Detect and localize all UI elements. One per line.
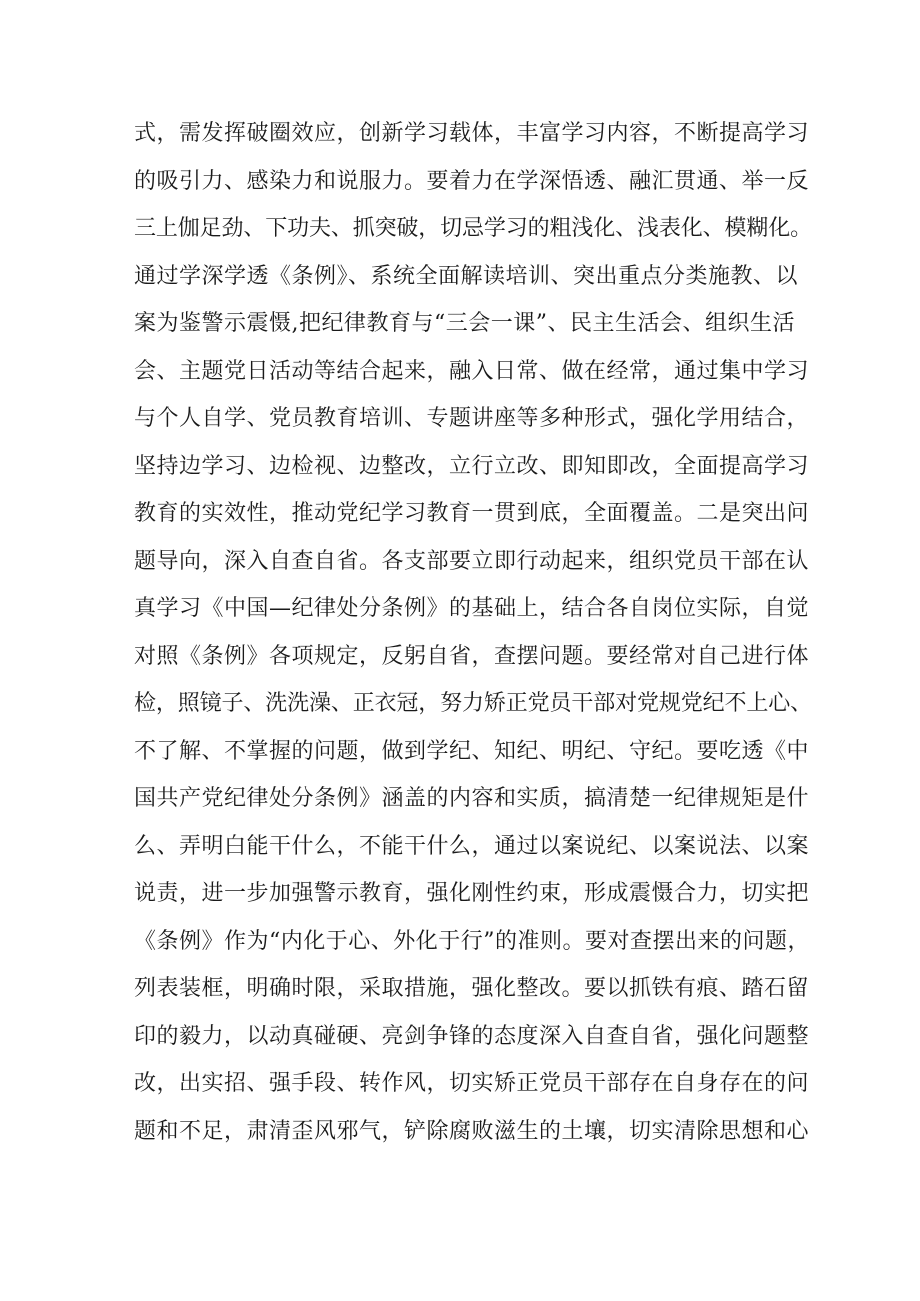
text-line: 对照《条例》各项规定，反躬自省，查摆问题。要经常对自己进行体 <box>134 643 810 669</box>
text-line: 检，照镜子、洗洗澡、正衣冠，努力矫正党员干部对党规党纪不上心、 <box>134 691 812 716</box>
text-line: 不了解、不掌握的问题，做到学纪、知纪、明纪、守纪。要吃透《中 <box>134 738 810 764</box>
text-line: 列表装框，明确时限，采取措施，强化整改。要以抓铁有痕、踏石留 <box>134 976 810 1001</box>
text-line: 题导向，深入自查自省。各支部要立即行动起来，组织党员干部在认 <box>134 548 810 574</box>
text-line: 案为鉴警示震慑,把纪律教育与“三会一课”、民主生活会、组织生活 <box>134 311 795 336</box>
text-line: 会、主题党日活动等结合起来，融入日常、做在经常，通过集中学习 <box>134 358 810 384</box>
body-paragraph <box>134 110 814 1155</box>
text-line: 式，需发挥破圈效应，创新学习载体，丰富学习内容，不断提高学习 <box>134 121 810 146</box>
text-line: 说责，进一步加强警示教育，强化刚性约束，形成震慑合力，切实把 <box>134 881 810 906</box>
text-line: 与个人自学、党员教育培训、专题讲座等多种形式，强化学用结合， <box>134 406 810 431</box>
text-line: 改，出实招、强手段、转作风，切实矫正党员干部存在自身存在的问 <box>134 1071 810 1096</box>
text-line: 么、弄明白能干什么，不能干什么，通过以案说纪、以案说法、以案 <box>134 833 810 859</box>
text-line: 通过学深学透《条例》、系统全面解读培训、突出重点分类施教、以 <box>134 263 799 289</box>
text-line: 的吸引力、感染力和说服力。要着力在学深悟透、融汇贯通、举一反 <box>134 168 810 194</box>
text-line: 三上伽足劲、下功夫、抓突破，切忌学习的粗浅化、浅表化、模糊化。 <box>134 216 812 241</box>
text-line: 印的毅力，以动真碰硬、亮剑争锋的态度深入自查自省，强化问题整 <box>134 1023 810 1049</box>
text-line: 题和不足，肃清歪风邪气，铲除腐败滋生的土壤，切实清除思想和心 <box>134 1118 810 1144</box>
text-line: 教育的实效性，推动党纪学习教育一贯到底，全面覆盖。二是突出问 <box>134 501 810 526</box>
text-line: 坚持边学习、边检视、边整改，立行立改、即知即改，全面提高学习 <box>134 453 810 479</box>
text-line: 《条例》作为“内化于心、外化于行”的准则。要对查摆出来的问题， <box>134 928 810 954</box>
text-line: 真学习《中国—纪律处分条例》的基础上，结合各自岗位实际，自觉 <box>134 596 810 621</box>
text-line: 国共产党纪律处分条例》涵盖的内容和实质，搞清楚一纪律规矩是什 <box>134 786 810 811</box>
